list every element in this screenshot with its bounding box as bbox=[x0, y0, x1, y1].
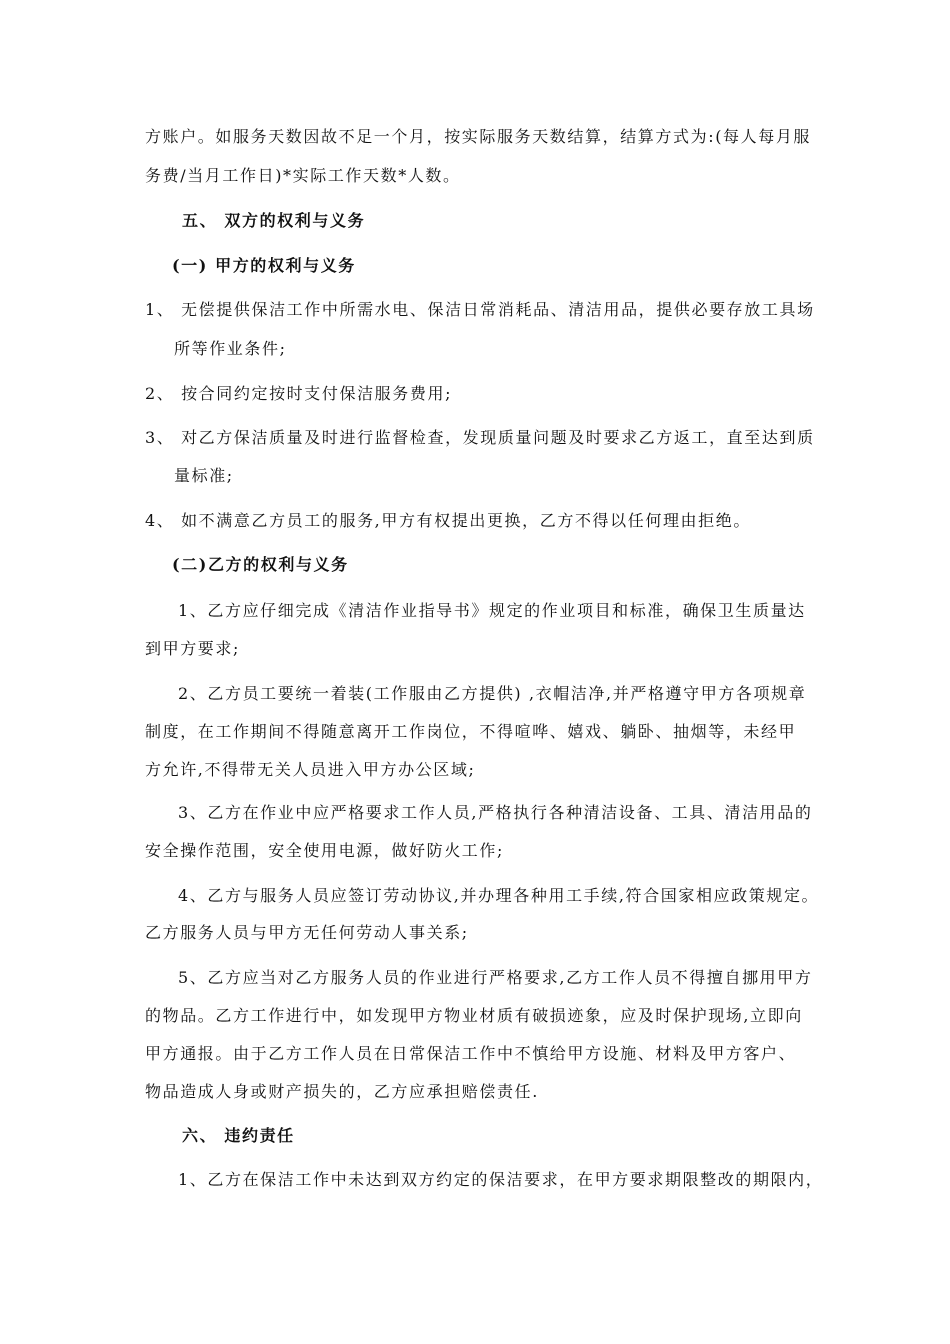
paragraph-line: 甲方通报。由于乙方工作人员在日常保洁工作中不慎给甲方设施、材料及甲方客户、 bbox=[145, 1044, 797, 1063]
paragraph-line: 3、乙方在作业中应严格要求工作人员,严格执行各种清洁设备、工具、清洁用品的 bbox=[178, 803, 813, 822]
list-item: 4、 如不满意乙方员工的服务,甲方有权提出更换，乙方不得以任何理由拒绝。 bbox=[145, 511, 751, 530]
paragraph-line: 物品造成人身或财产损失的，乙方应承担赔偿责任. bbox=[145, 1082, 539, 1101]
list-item: 3、 对乙方保洁质量及时进行监督检查，发现质量问题及时要求乙方返工，直至达到质 bbox=[145, 428, 815, 447]
paragraph-line: 乙方服务人员与甲方无任何劳动人事关系; bbox=[145, 923, 469, 942]
list-item-continuation: 量标准; bbox=[174, 466, 234, 485]
paragraph-line: 方账户。如服务天数因故不足一个月，按实际服务天数结算，结算方式为:(每人每月服 bbox=[145, 127, 812, 146]
list-item: 2、 按合同约定按时支付保洁服务费用; bbox=[145, 384, 453, 403]
list-item: 1、 无偿提供保洁工作中所需水电、保洁日常消耗品、清洁用品，提供必要存放工具场 bbox=[145, 300, 815, 319]
paragraph-line: 方允许,不得带无关人员进入甲方办公区域; bbox=[145, 760, 476, 779]
list-item-continuation: 所等作业条件; bbox=[174, 339, 287, 358]
paragraph-line: 4、乙方与服务人员应签订劳动协议,并办理各种用工手续,符合国家相应政策规定。 bbox=[178, 886, 820, 905]
paragraph-line: 安全操作范围，安全使用电源，做好防火工作; bbox=[145, 841, 504, 860]
subsection-heading-party-a: (一) 甲方的权利与义务 bbox=[172, 256, 356, 275]
section-heading-6: 六、 违约责任 bbox=[182, 1126, 295, 1145]
paragraph-line: 2、乙方员工要统一着装(工作服由乙方提供) ,衣帽洁净,并严格遵守甲方各项规章 bbox=[178, 684, 807, 703]
subsection-heading-party-b: (二)乙方的权利与义务 bbox=[172, 555, 349, 574]
paragraph-line: 的物品。乙方工作进行中，如发现甲方物业材质有破损迹象，应及时保护现场,立即向 bbox=[145, 1006, 803, 1025]
paragraph-line: 5、乙方应当对乙方服务人员的作业进行严格要求,乙方工作人员不得擅自挪用甲方 bbox=[178, 968, 813, 987]
paragraph-line: 到甲方要求; bbox=[145, 639, 240, 658]
paragraph-line: 1、乙方在保洁工作中未达到双方约定的保洁要求，在甲方要求期限整改的期限内， bbox=[178, 1170, 824, 1189]
paragraph-line: 1、乙方应仔细完成《清洁作业指导书》规定的作业项目和标准，确保卫生质量达 bbox=[178, 601, 806, 620]
paragraph-line: 制度，在工作期间不得随意离开工作岗位，不得喧哗、嬉戏、躺卧、抽烟等，未经甲 bbox=[145, 722, 797, 741]
paragraph-line: 务费/当月工作日)*实际工作天数*人数。 bbox=[145, 166, 461, 185]
section-heading-5: 五、 双方的权利与义务 bbox=[182, 211, 366, 230]
